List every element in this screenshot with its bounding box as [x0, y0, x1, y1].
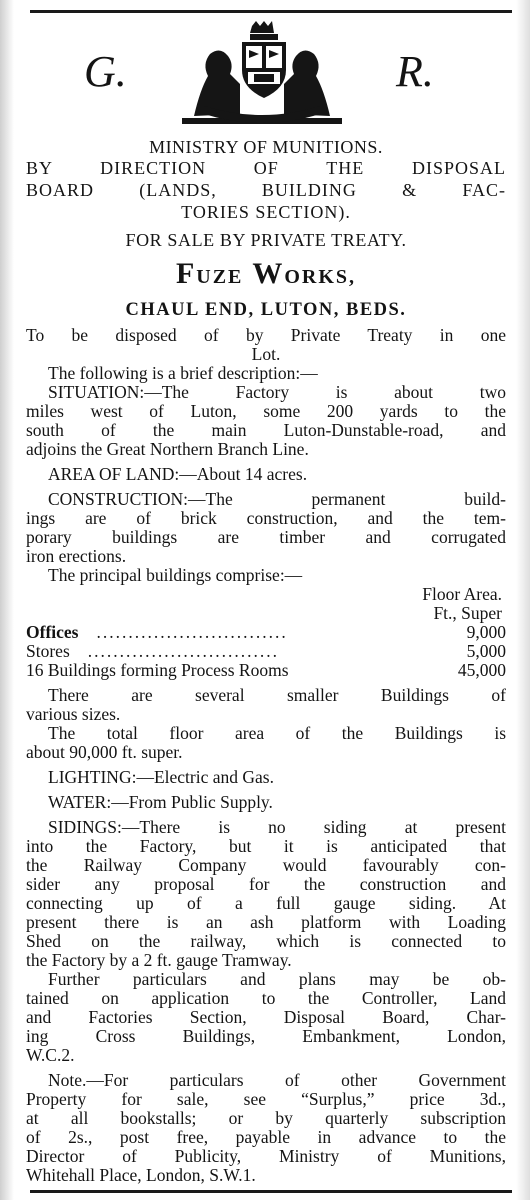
sidings-line: into the Factory, but it is anticipated that: [26, 836, 506, 856]
sidings-line: SIDINGS:—There is no siding at present: [48, 817, 506, 837]
table-row: [26, 623, 506, 642]
leader-dots: ..............................: [87, 642, 279, 661]
note-line: Note.—For particulars of other Government: [48, 1070, 506, 1090]
smaller-line: various sizes.: [26, 704, 121, 724]
crest-letter-g: G.: [84, 47, 127, 96]
principal-line: The principal buildings comprise:—: [48, 565, 303, 585]
sidings-line: sider any proposal for the construction and: [26, 874, 506, 894]
table-row: [26, 661, 506, 680]
note-line: Whitehall Place, London, S.W.1.: [26, 1165, 256, 1185]
floor-area-value: 9,000: [466, 622, 506, 642]
ministry-heading: MINISTRY OF MUNITIONS.: [149, 137, 383, 157]
building-label: Stores: [26, 641, 70, 661]
note-line: of 2s., post free, payable in advance to the: [26, 1127, 506, 1147]
floor-area-header: Floor Area.: [422, 584, 502, 604]
floor-area-value: 5,000: [466, 641, 506, 661]
royal-crest-row: [26, 18, 506, 128]
note-line: at all bookstalls; or by quarterly subscription: [26, 1108, 506, 1128]
water-line: WATER:—From Public Supply.: [48, 792, 273, 812]
further-line: Further particulars and plans may be ob-: [48, 969, 506, 989]
direction-line: BY DIRECTION OF THE DISPOSAL: [26, 158, 506, 178]
situation-line: miles west of Luton, some 200 yards to the: [26, 401, 506, 421]
crest-letter-r: R.: [396, 47, 434, 96]
further-line: and Factories Section, Disposal Board, Char-: [26, 1007, 506, 1027]
area-line: AREA OF LAND:—About 14 acres.: [48, 464, 308, 484]
leader-dots: ..............................: [96, 623, 288, 642]
building-label: Offices: [26, 622, 79, 642]
floor-area-value: 45,000: [457, 660, 506, 680]
location-heading: CHAUL END, LUTON, BEDS.: [125, 300, 407, 320]
title-w: W: [252, 257, 285, 290]
situation-line: SITUATION:—The Factory is about two: [48, 382, 506, 402]
title-f: F: [175, 257, 197, 290]
advertisement-column: [26, 18, 506, 1185]
sale-heading: FOR SALE BY PRIVATE TREATY.: [125, 230, 407, 250]
sidings-line: the Railway Company would favourably con-: [26, 855, 506, 875]
adjacent-column-edge: [516, 0, 530, 1200]
leader-dots: [289, 661, 436, 680]
construction-line: CONSTRUCTION:—The permanent build-: [48, 489, 506, 509]
total-line: The total floor area of the Buildings is: [48, 723, 506, 743]
construction-line: iron erections.: [26, 546, 127, 566]
intro-line: To be disposed of by Private Treaty in one: [26, 325, 506, 345]
note-line: Director of Publicity, Ministry of Munitions,: [26, 1146, 506, 1166]
works-title: [26, 257, 506, 290]
page-edge-shadow: [0, 0, 14, 1200]
smaller-line: There are several smaller Buildings of: [48, 685, 506, 705]
title-orks: ORKS,: [284, 266, 357, 288]
floor-area-units: Ft., Super: [433, 603, 502, 623]
brief-line: The following is a brief description:—: [48, 363, 318, 383]
bottom-rule: [30, 1190, 512, 1193]
further-line: tained on application to the Controller, Land: [26, 988, 506, 1008]
title-uze: UZE: [196, 266, 244, 288]
table-row: [26, 642, 506, 661]
sidings-line: connecting up of a full gauge siding. At: [26, 893, 506, 913]
situation-line: adjoins the Great Northern Branch Line.: [26, 439, 309, 459]
construction-line: porary buildings are timber and corrugated: [26, 527, 506, 547]
direction-line: TORIES SECTION).: [181, 202, 351, 222]
top-rule: [30, 10, 512, 13]
lighting-line: LIGHTING:—Electric and Gas.: [48, 767, 274, 787]
royal-coat-of-arms-icon: [174, 20, 350, 124]
total-line: about 90,000 ft. super.: [26, 742, 183, 762]
note-line: Property for sale, see “Surplus,” price 3d.,: [26, 1089, 506, 1109]
building-label: 16 Buildings forming Process Rooms: [26, 660, 289, 680]
sidings-line: Shed on the railway, which is connected to: [26, 931, 506, 951]
sidings-line: the Factory by a 2 ft. gauge Tramway.: [26, 950, 292, 970]
construction-line: ings are of brick construction, and the tem-: [26, 508, 506, 528]
further-line: ing Cross Buildings, Embankment, London,: [26, 1026, 506, 1046]
intro-line: Lot.: [251, 344, 281, 364]
further-line: W.C.2.: [26, 1045, 75, 1065]
direction-line: BOARD (LANDS, BUILDING & FAC-: [26, 180, 506, 200]
situation-line: south of the main Luton-Dunstable-road, and: [26, 420, 506, 440]
sidings-line: present there is an ash platform with Loading: [26, 912, 506, 932]
